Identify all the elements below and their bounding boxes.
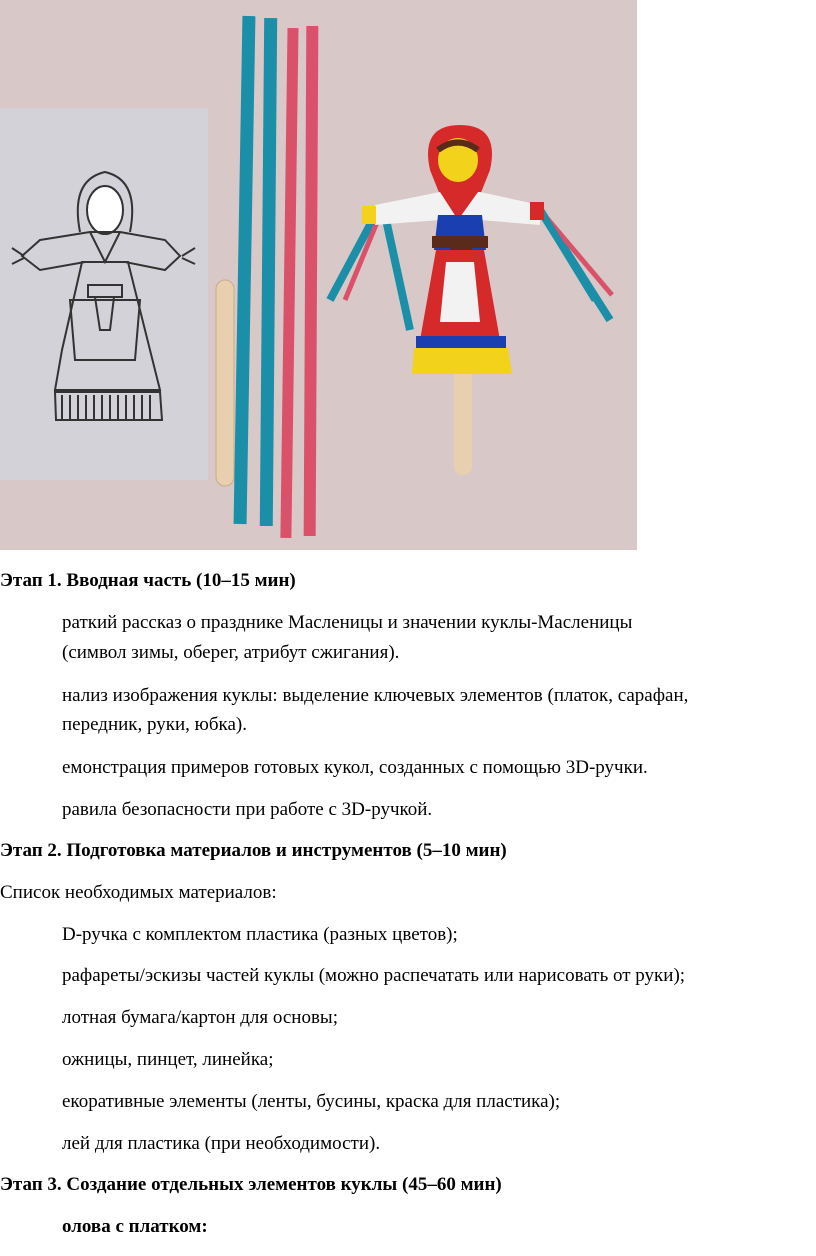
stage1-item1-line1: раткий рассказ о празднике Масленицы и значении куклы-Масленицы xyxy=(62,612,633,633)
material-item-5: екоративные элементы (ленты, бусины, краска для пластика); xyxy=(62,1091,561,1112)
material-item-2: рафареты/эскизы частей куклы (можно распечатать или нарисовать от руки); xyxy=(62,965,686,986)
stage2-title: Этап 2. Подготовка материалов и инструментов (5–10 мин) xyxy=(0,840,507,861)
stage3-item1: олова с платком: xyxy=(62,1216,208,1237)
materials-heading: Список необходимых материалов: xyxy=(0,882,277,903)
material-item-1: D-ручка с комплектом пластика (разных цветов); xyxy=(62,924,458,945)
stage1-item2-line2: передник, руки, юбка). xyxy=(62,714,247,735)
material-item-4: ожницы, пинцет, линейка; xyxy=(62,1049,274,1070)
stage1-item2-line1: нализ изображения куклы: выделение ключевых элементов (платок, сарафан, xyxy=(62,685,689,706)
stage1-item4: равила безопасности при работе с 3D-ручкой. xyxy=(62,799,433,820)
wooden-stick xyxy=(216,280,234,486)
material-item-6: лей для пластика (при необходимости). xyxy=(62,1133,381,1154)
stage3-title: Этап 3. Создание отдельных элементов куклы (45–60 мин) xyxy=(0,1174,502,1195)
stage1-item3: емонстрация примеров готовых кукол, созданных с помощью 3D-ручки. xyxy=(62,757,648,778)
craft-photo xyxy=(0,0,637,550)
material-item-3: лотная бумага/картон для основы; xyxy=(62,1007,338,1028)
photo-illustration xyxy=(0,0,637,550)
stage1-item1-line2: (символ зимы, оберег, атрибут сжигания). xyxy=(62,642,400,663)
stage1-title: Этап 1. Вводная часть (10–15 мин) xyxy=(0,570,296,591)
coloring-sheet xyxy=(0,108,208,480)
